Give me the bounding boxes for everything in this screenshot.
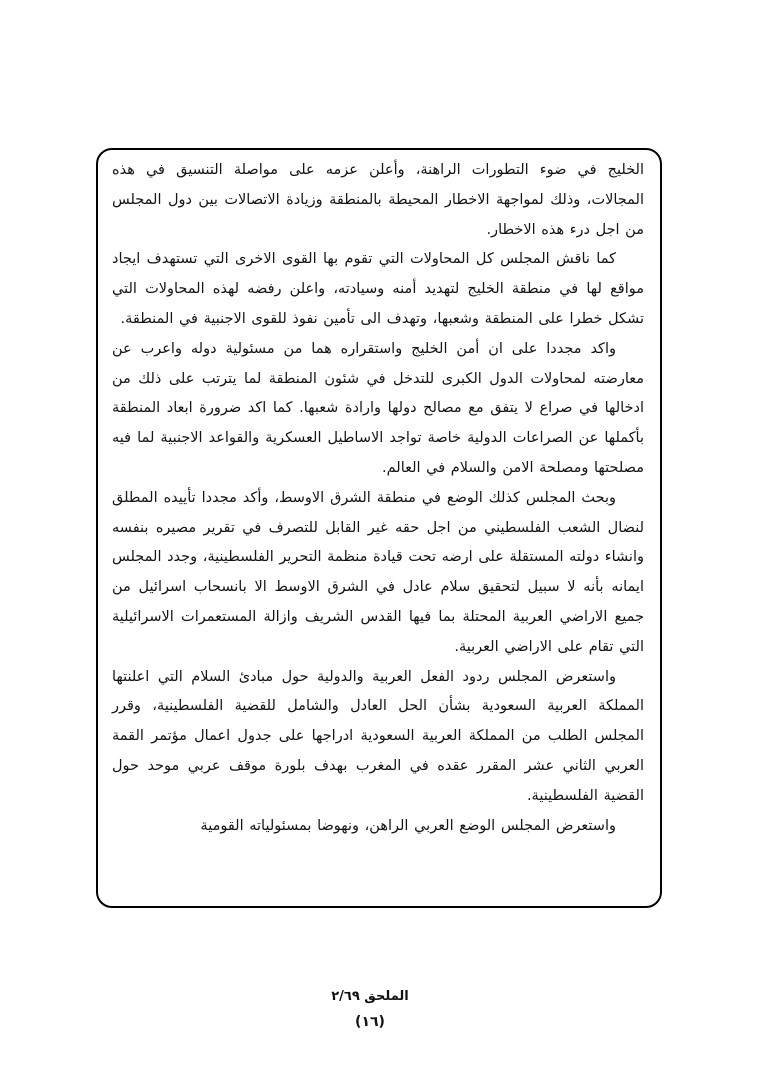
text-frame bbox=[96, 148, 662, 908]
paragraph: وبحث المجلس كذلك الوضع في منطقة الشرق الاوسط، وأكد مجددا تأييده المطلق لنضال الشعب الفلسطيني من اجل حقه غير القابل للتصرف في تقرير مصيره بنفسه وانشاء دولته المستقلة على ارضه تحت قيادة منظمة التحرير الفلسطينية، وجدد المجلس ايمانه بأنه لا سبيل لتحقيق سلام عادل في الشرق الاوسط الا بانسحاب اسرائيل من جميع الاراضي العربية المحتلة بما فيها القدس الشريف وازالة المستعمرات الاسرائيلية التي تقام على الاراضي العربية. bbox=[112, 489, 644, 655]
document-body bbox=[112, 156, 644, 841]
paragraph: واستعرض المجلس الوضع العربي الراهن، ونهوضا بمسئولياته القومية bbox=[200, 817, 616, 834]
page-number: (١٦) bbox=[355, 1014, 385, 1030]
paragraph: واكد مجددا على ان أمن الخليج واستقراره هما من مسئولية دوله واعرب عن معارضته لمحاولات الدول الكبرى للتدخل في شئون المنطقة لما يترتب على ذلك من ادخالها في صراع لا يتفق مع مصالح دولها وارادة شعبها. كما اكد ضرورة ابعاد المنطقة بأكملها عن الصراعات الدولية خاصة تواجد الاساطيل العسكرية والقواعد الاجنبية لما فيه مصلحتها ومصلحة الامن والسلام في العالم. bbox=[112, 340, 644, 476]
paragraph: كما ناقش المجلس كل المحاولات التي تقوم بها القوى الاخرى التي تستهدف ايجاد مواقع لها في منطقة الخليج لتهديد أمنه وسيادته، واعلن رفضه لهذه المحاولات التي تشكل خطرا على المنطقة وشعبها، وتهدف الى تأمين نفوذ للقوى الاجنبية في المنطقة. bbox=[112, 251, 644, 327]
appendix-label: الملحق ٢/٦٩ bbox=[331, 989, 409, 1004]
paragraph: الخليج في ضوء التطورات الراهنة، وأعلن عزمه على مواصلة التنسيق في هذه المجالات، وذلك لمواجهة الاخطار المحيطة بالمنطقة وزيادة الاتصالات بين دول المجلس من اجل درء هذه الاخطار. bbox=[112, 162, 644, 238]
paragraph: واستعرض المجلس ردود الفعل العربية والدولية حول مبادئ السلام التي اعلنتها المملكة العربية السعودية بشأن الحل العادل والشامل للقضية الفلسطينية، وقرر المجلس الطلب من المملكة العربية السعودية ادراجها على جدول اعمال مؤتمر القمة العربي الثاني عشر المقرر عقده في المغرب بهدف بلورة موقف عربي موحد حول القضية الفلسطينية. bbox=[112, 668, 644, 804]
page-footer bbox=[0, 988, 740, 1031]
